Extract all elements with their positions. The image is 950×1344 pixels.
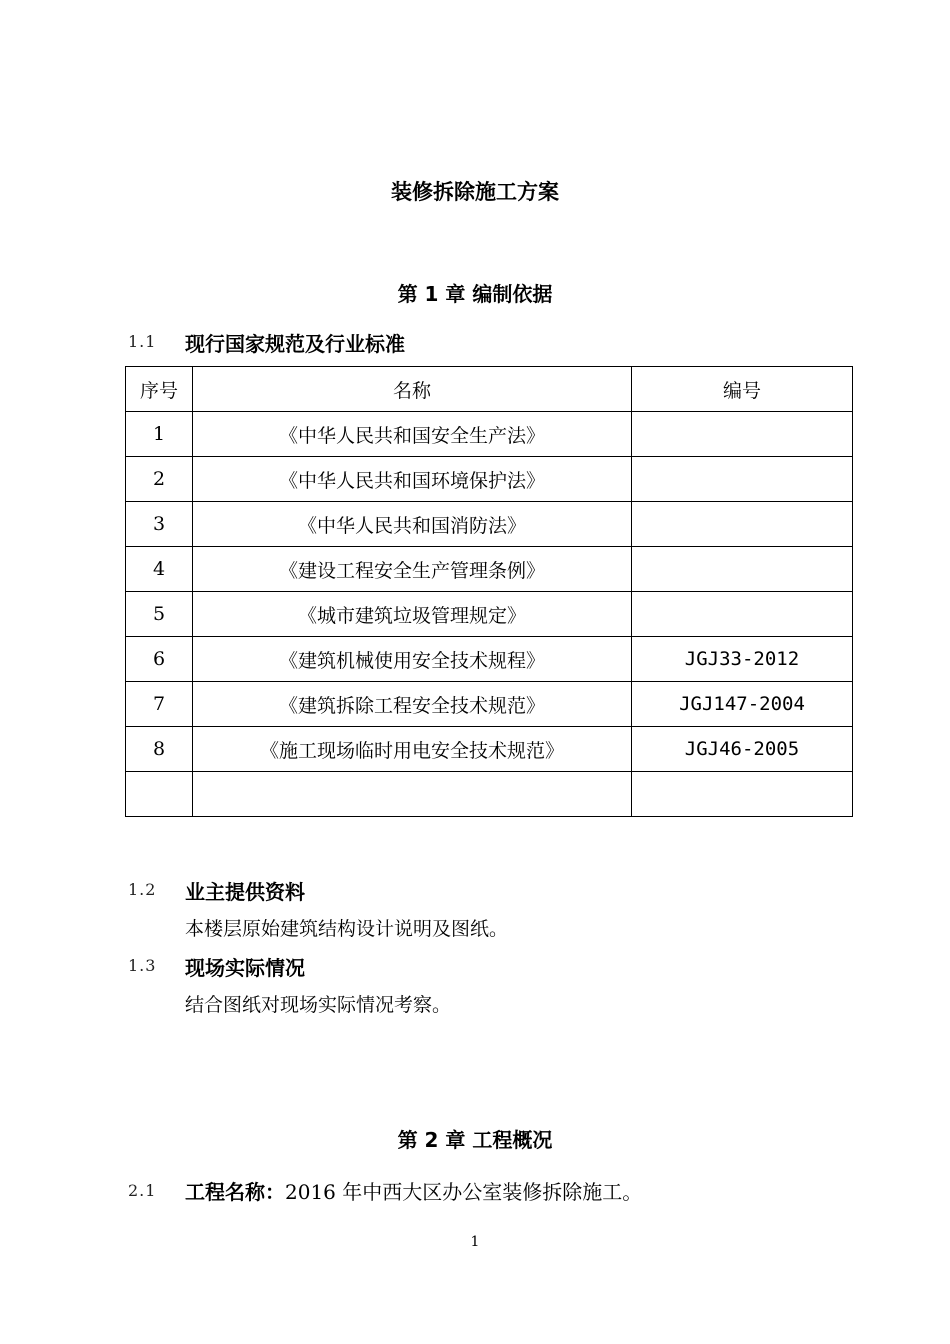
section-1-3-title: 现场实际情况: [185, 956, 305, 980]
table-row: [126, 502, 853, 547]
row-name: 《施工现场临时用电安全技术规范》: [193, 727, 632, 772]
table-row: [126, 637, 853, 682]
document-title: 装修拆除施工方案: [391, 180, 559, 204]
chapter-1-heading: 第 1 章 编制依据: [397, 282, 553, 306]
row-code: [632, 592, 853, 637]
row-code: JGJ147-2004: [632, 682, 853, 727]
row-index: 3: [126, 502, 193, 547]
section-1-1-title: 现行国家规范及行业标准: [185, 332, 405, 356]
row-index: [126, 772, 193, 817]
row-name: 《中华人民共和国环境保护法》: [193, 457, 632, 502]
section-1-2-body: 本楼层原始建筑结构设计说明及图纸。: [185, 918, 509, 940]
row-index: 8: [126, 727, 193, 772]
row-name: 《建筑机械使用安全技术规程》: [193, 637, 632, 682]
section-1-2-title: 业主提供资料: [185, 880, 305, 904]
standards-table: [125, 366, 853, 817]
table-row: [126, 412, 853, 457]
row-name: 《城市建筑垃圾管理规定》: [193, 592, 632, 637]
section-2-1-value: 2016 年中西大区办公室装修拆除施工。: [285, 1180, 643, 1204]
table-row: [126, 682, 853, 727]
row-name: 《中华人民共和国消防法》: [193, 502, 632, 547]
row-index: 4: [126, 547, 193, 592]
page-number: 1: [470, 1234, 480, 1250]
table-header-row: [126, 367, 853, 412]
header-index: 序号: [126, 367, 193, 412]
row-name: 《建筑拆除工程安全技术规范》: [193, 682, 632, 727]
header-code: 编号: [632, 367, 853, 412]
row-index: 6: [126, 637, 193, 682]
row-code: JGJ33-2012: [632, 637, 853, 682]
section-1-3-number: 1.3: [128, 956, 157, 975]
row-index: 5: [126, 592, 193, 637]
section-2-1-number: 2.1: [128, 1181, 157, 1200]
table-row-empty: [126, 772, 853, 817]
row-name: [193, 772, 632, 817]
row-name: 《建设工程安全生产管理条例》: [193, 547, 632, 592]
table-row: [126, 592, 853, 637]
row-code: [632, 772, 853, 817]
section-1-2-number: 1.2: [128, 880, 157, 899]
section-2-1-line: [185, 1176, 642, 1205]
row-index: 1: [126, 412, 193, 457]
chapter-2-heading: 第 2 章 工程概况: [397, 1128, 553, 1152]
row-index: 7: [126, 682, 193, 727]
row-code: JGJ46-2005: [632, 727, 853, 772]
row-code: [632, 412, 853, 457]
table-row: [126, 457, 853, 502]
section-1-1-number: 1.1: [128, 332, 157, 351]
table-row: [126, 547, 853, 592]
row-index: 2: [126, 457, 193, 502]
section-2-1-label: 工程名称：: [185, 1180, 285, 1204]
row-name: 《中华人民共和国安全生产法》: [193, 412, 632, 457]
section-1-3-body: 结合图纸对现场实际情况考察。: [185, 994, 452, 1016]
table-row: [126, 727, 853, 772]
header-name: 名称: [193, 367, 632, 412]
row-code: [632, 457, 853, 502]
row-code: [632, 547, 853, 592]
row-code: [632, 502, 853, 547]
